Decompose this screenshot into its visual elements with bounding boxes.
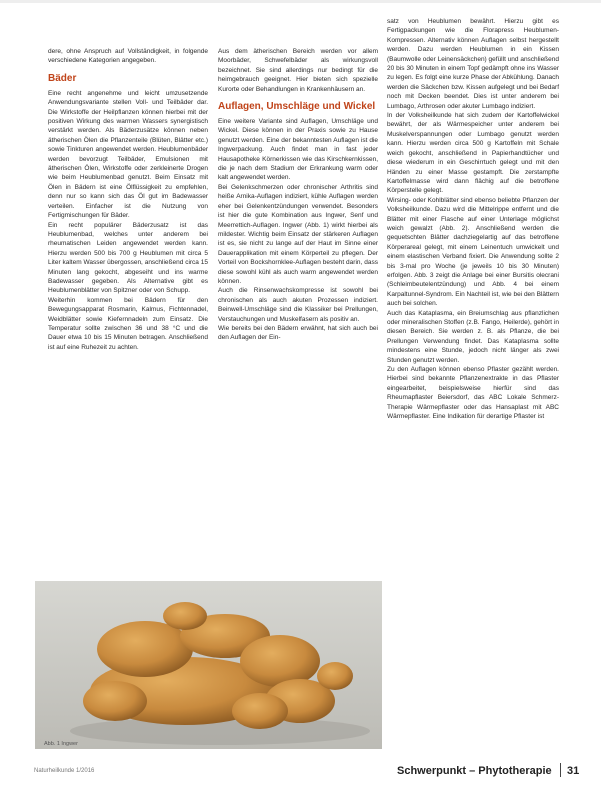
paragraph: Eine recht angenehme und leicht umzusetzende Anwendungsvariante stellen Voll- und Teilbäder dar. Die Wirkstoffe der Heilpflanzen können hierbei mit der positiven Wirkung des warmen Wassers synergistisch verstärkt werden. Als Bäderzusätze können neben ätherischen Ölen die Pflanzenteile (Blüten, Blätter etc.) sowie Tinkturen angewendet werden. Heublumenbäder werden bevorzugt Teilbäder, Emulsionen mit ätherischen Ölen, Wirkstoffe oder zerkleinerte Drogen wie beim Heublumenbad genutzt. Beim Einsatz mit Ölen in Bädern ist eine Ölflüssigkeit zu empfehlen, denn nur so kann sich das Öl gut im Badewasser verteilen. Einfacher ist die Nutzung von Fertigmischungen für Bäder.: [48, 89, 208, 220]
footer-section-title: Schwerpunkt – Phytotherapie: [397, 765, 552, 777]
paragraph: Ein recht populärer Bäderzusatz ist das Heublumenbad, welches unter anderem bei rheumatischen Leiden angewendet werden kann. Hierzu werden 500 bis 700 g Heublumen mit circa 5 Liter kaltem Wasser übergossen, anschließend circa 15 Minuten lang gekocht, abgeseiht und ins warme Badewasser gegeben. Als Alternative gibt es Heublumenblätter von Spitzner oder von Schupp.: [48, 221, 208, 295]
text-column-3: [387, 17, 559, 421]
paragraph: Auch die Rinsenwachskompresse ist sowohl bei chronischen als auch akuten Prozessen indiziert. Beinwell-Umschläge sind die Klassiker bei Prellungen, Verstauchungen und Muskelfasern als positiv an.: [218, 287, 378, 323]
paragraph: Wie bereits bei den Bädern erwähnt, hat sich auch bei den Auflagen der Ein-: [218, 324, 378, 342]
ginger-illustration: [35, 581, 382, 749]
top-rule: [0, 0, 601, 3]
paragraph: satz von Heublumen bewährt. Hierzu gibt es Fertigpackungen wie die Florapress Heublumen-Kompressen. Alternativ können Auflagen selbst hergestellt werden. Dazu werden Heublumen in ein Kissen (Baumwolle oder Leinensäckchen) gefüllt und anschließend 20 bis 30 Minuten in einem Topf gedämpft ohne ins Wasser zu legen. Es folgt eine kurze Phase der Abkühlung. Danach werden die Säckchen bzw. Kissen aufgelegt und bei Bedarf noch mit Decken beendet. Dies ist unter anderem bei Lumbago, Arthrosen oder akuter Lumbago indiziert.: [387, 18, 559, 110]
paragraph: dere, ohne Anspruch auf Vollständigkeit, in folgende verschiedene Kategorien angegeben.: [48, 48, 208, 65]
paragraph: Eine weitere Variante sind Auflagen, Umschläge und Wickel. Diese können in der Praxis sowie zu Hause genutzt werden. Eine der bekanntesten Auflagen ist die Ingwerpackung. Auch findet man in fast jeder Hausapotheke Körnerkissen wie das Kirschkernkissen, die je nach dem Stadium der Erkrankung warm oder kalt angewendet werden.: [218, 118, 378, 182]
paragraph: Bei Gelenkschmerzen oder chronischer Arthritis sind heiße Arnika-Auflagen indiziert, kühle Auflagen werden eher bei Gelenkentzündungen verwendet. Besonders ist hier die gute Kombination aus Ingwer, Senf und Meerrettich-Auflagen. Ingwer (Abb. 1) wirkt hierbei als mildester. Wichtig beim Einsatz der stärkeren Auflagen ist es, sie nicht zu lange auf der Haut im Sinne einer Dauerapplikation mit einem Körperteil zu pflegen. Der Vorteil von Bockshornklee-Auflagen besteht darin, dass diese sowohl kühl als auch warm angewendet werden können.: [218, 183, 378, 285]
section-heading-auflagen: Auflagen, Umschläge und Wickel: [218, 101, 376, 113]
footer-separator: [560, 763, 561, 777]
text-column-2: [218, 47, 378, 343]
ginger-photo: [35, 581, 382, 749]
paragraph: Zu den Auflagen können ebenso Pflaster gezählt werden. Hierbei sind bekannte Pflanzenextrakte in das Pflaster eingearbeitet, beispielsweise hierfür sind das Rheumapflaster Beiersdorf, das ABC Lokale Schmerz-Therapie Wärmepflaster oder das Hansaplast mit ABC Wärmepflaster. Eine Indikation für derartige Pflaster ist: [387, 366, 559, 421]
section-heading-baeder: Bäder: [48, 72, 77, 84]
paragraph: Auch das Kataplasma, ein Breiumschlag aus pflanzlichen oder mineralischen Stoffen (z.B. Fango, Heilerde), gehört in diesen Bereich. Sie werden z. B. als Pflanze, die bei Prellungen Verwendung findet. Das Kataplasma sollte mindestens eine Stunde, jedoch nicht länger als zwei Stunden genutzt werden.: [387, 309, 559, 364]
text-column-1: [48, 47, 208, 352]
paragraph: Wirsing- oder Kohlblätter sind ebenso beliebte Pflanzen der Volksheilkunde. Dazu wird die Mittelrippe entfernt und die Blätter mit einer Flasche auf einer Unterlage möglichst weich gewalzt (Abb. 2). Anschließend werden die gequetschten Blätter dachziegelartig auf das betroffene Körperareal gelegt, mit einem Leinentuch umwickelt und einem elastischen Verband fixiert. Die Anwendung sollte 2 bis 3-mal pro Woche (je jeweils 10 bis 30 Minuten) erfolgen. Abb. 3 zeigt die Anlage bei einer Bursitis olecrani (Schleimbeutelentzündung) und Abb. 4 bei einem Karpaltunnel-Syndrom. Ein Nachteil ist, wie bei den Blättern auch bei solchen.: [387, 196, 559, 308]
paragraph: Aus dem ätherischen Bereich werden vor allem Moorbäder, Schwefelbäder als wirkungsvoll bezeichnet. Sie sind allerdings nur bedingt für die heimgebrauch geeignet. Hier bieten sich spezielle Kurorte oder Behandlungen in Krankenhäusern an.: [218, 48, 378, 93]
footer-journal: Naturheilkunde 1/2016: [34, 768, 95, 774]
figure-caption: Abb. 1 Ingwer: [44, 741, 78, 747]
paragraph: In der Volksheilkunde hat sich zudem der Kartoffelwickel bewährt, der als Wärmespeicher unter anderem bei Muskelverspannungen oder Lumbago genutzt werden kann. Hierzu werden circa 500 g Kartoffeln mit Schale weich gekocht, anschließend in Papierhandtücher und diese wiederum in ein Geschirrtuch gelegt und mit den Händen zu einer Masse gestampft. Die zerstampfte Kartoffelmasse wird dann flächig auf die betroffene Körperstelle gelegt.: [387, 112, 559, 195]
page-number: 31: [567, 765, 580, 777]
paragraph: Weiterhin kommen bei Bädern für den Bewegungsapparat Rosmarin, Kalmus, Fichtennadel, Weidblätter sowie Kiefernnadeln zum Einsatz. Die Temperatur sollte zwischen 36 und 38 °C und die Dauer etwa 10 bis 15 Minuten betragen. Anschließend ist auf eine Ruhezeit zu achten.: [48, 296, 208, 351]
